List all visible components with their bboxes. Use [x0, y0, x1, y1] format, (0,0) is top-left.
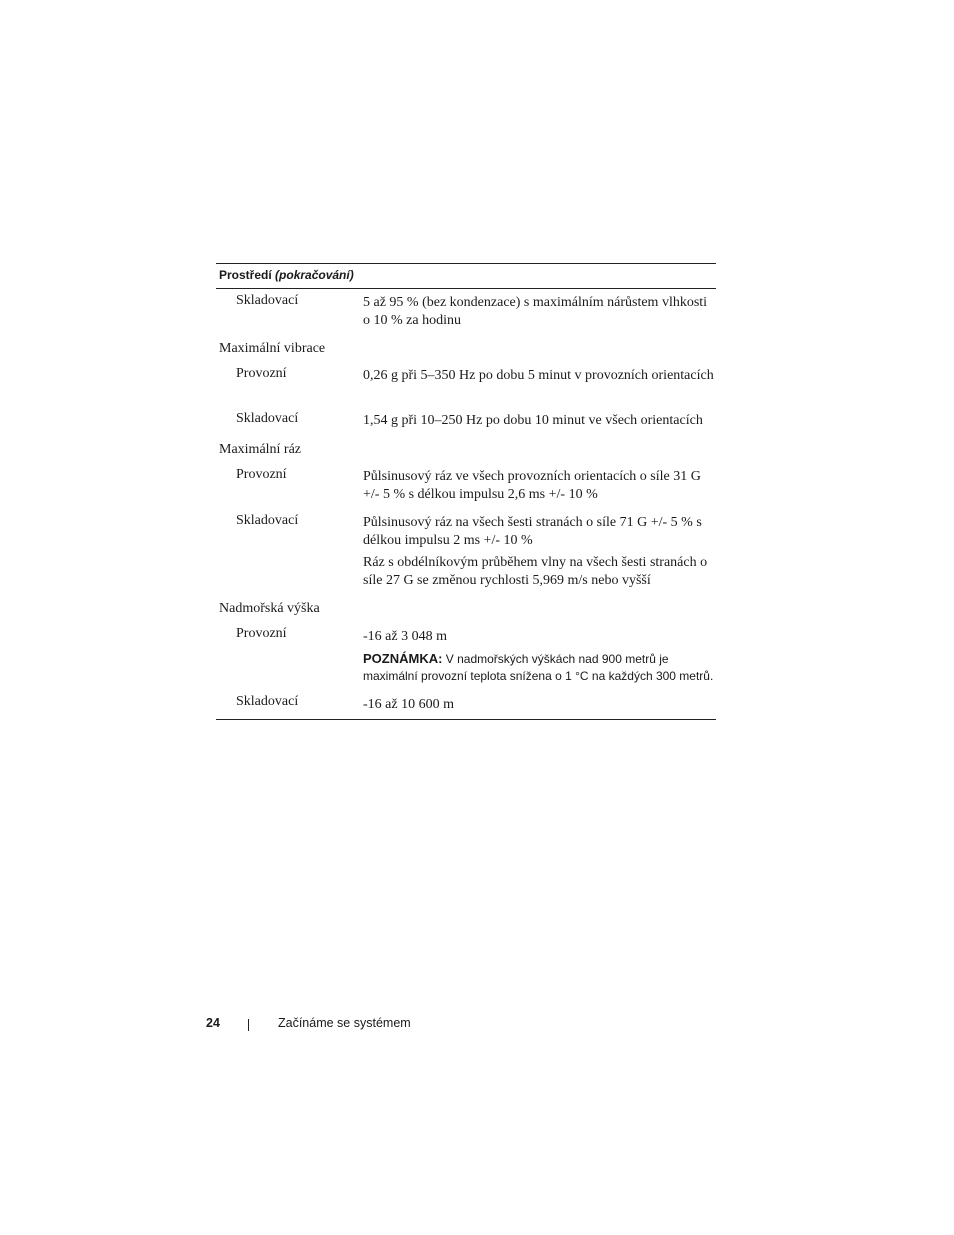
shock-storage-value-2: Ráz s obdélníkovým průběhem vlny na všech šesti stranách o síle 27 G se změnou rychlosti 5,969 m/s nebo vyšší	[363, 555, 708, 588]
altitude-storage-label: Skladovací	[236, 694, 299, 709]
vibration-operating-label: Provozní	[236, 366, 287, 381]
vibration-operating-value: 0,26 g při 5–350 Hz po dobu 5 minut v provozních orientacích	[363, 368, 714, 383]
shock-storage-value-1: Půlsinusový ráz na všech šesti stranách o síle 71 G +/- 5 % s délkou impulsu 2 ms +/- 10 %	[363, 515, 702, 548]
footer-separator	[248, 1019, 249, 1031]
vibration-storage-value: 1,54 g při 10–250 Hz po dobu 10 minut ve všech orientacích	[363, 413, 703, 428]
vibration-storage-label: Skladovací	[236, 411, 299, 426]
environment-spec-table	[216, 263, 716, 720]
note-label: POZNÁMKA:	[363, 651, 443, 666]
shock-section-title: Maximální ráz	[219, 442, 302, 457]
altitude-section-title: Nadmořská výška	[219, 601, 320, 616]
altitude-note	[363, 650, 715, 685]
shock-storage-label: Skladovací	[236, 513, 299, 528]
shock-operating-label: Provozní	[236, 467, 287, 482]
page-number: 24	[206, 1016, 220, 1030]
humidity-storage-value: 5 až 95 % (bez kondenzace) s maximálním nárůstem vlhkosti o 10 % za hodinu	[363, 295, 708, 328]
table-header	[216, 264, 716, 289]
table-header-continued: (pokračování)	[275, 268, 354, 282]
footer-title: Začínáme se systémem	[278, 1016, 411, 1030]
vibration-section-title: Maximální vibrace	[219, 341, 326, 356]
shock-operating-value: Půlsinusový ráz ve všech provozních orientacích o síle 31 G +/- 5 % s délkou impulsu 2,6 ms +/- 10 %	[363, 469, 701, 502]
note-text: V nadmořských výškách nad 900 metrů je maximální provozní teplota snížena o 1 °C na každých 300 metrů.	[363, 652, 714, 683]
table-header-title: Prostředí	[219, 268, 272, 282]
humidity-storage-label: Skladovací	[236, 293, 299, 308]
altitude-operating-label: Provozní	[236, 626, 287, 641]
altitude-storage-value: -16 až 10 600 m	[363, 697, 454, 712]
altitude-operating-value: -16 až 3 048 m	[363, 629, 447, 644]
